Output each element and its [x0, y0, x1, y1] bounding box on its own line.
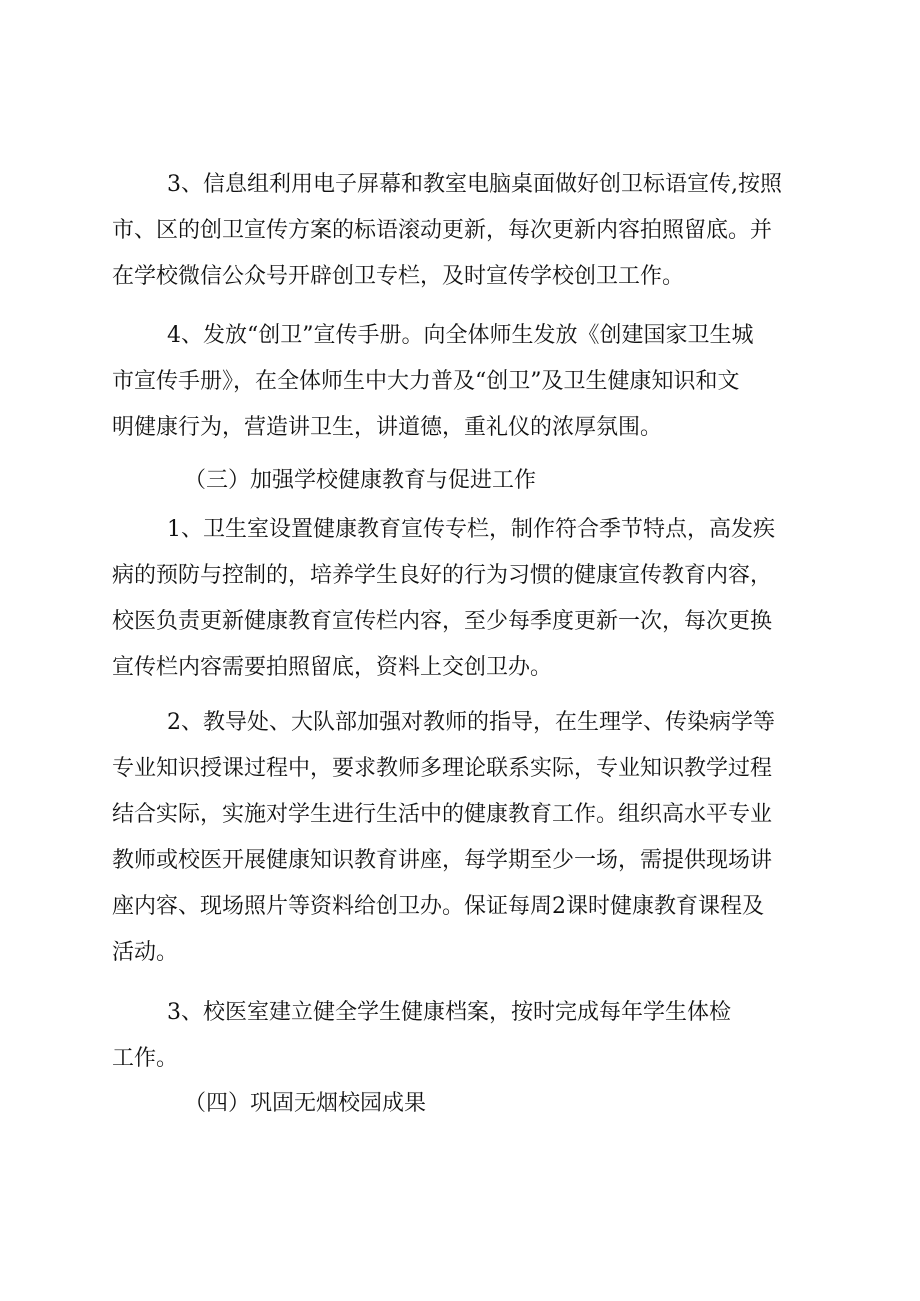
text-line: 2、教导处、大队部加强对教师的指导，在生理学、传染病学等 [167, 710, 775, 735]
text-line: 活动。 [112, 940, 179, 965]
text-line: 明健康行为，营造讲卫生，讲道德，重礼仪的浓厚氛围。 [112, 415, 663, 440]
text-line: 3、校医室建立健全学生健康档案，按时完成每年学生体检 [167, 1000, 731, 1025]
text-line: 专业知识授课过程中，要求教师多理论联系实际，专业知识教学过程 [112, 756, 773, 781]
heading-line: （四）巩固无烟校园成果 [184, 1091, 427, 1116]
text-line: 教师或校医开展健康知识教育讲座，每学期至少一场，需提供现场讲 [112, 848, 773, 873]
paragraph-health-bulletin [112, 507, 812, 691]
section-heading-smoke-free-campus [112, 1081, 812, 1127]
text-line: 在学校微信公众号开辟创卫专栏，及时宣传学校创卫工作。 [112, 264, 685, 289]
paragraph-health-records [112, 990, 812, 1082]
text-line: 校医负责更新健康教育宣传栏内容，至少每季度更新一次，每次更换 [112, 609, 773, 634]
paragraph-teacher-guidance [112, 700, 812, 976]
heading-line: （三）加强学校健康教育与促进工作 [184, 468, 537, 493]
text-line: 4、发放“创卫”宣传手册。向全体师生发放《创建国家卫生城 [167, 323, 754, 348]
text-line: 工作。 [112, 1046, 179, 1071]
text-line: 病的预防与控制的，培养学生良好的行为习惯的健康宣传教育内容， [112, 563, 773, 588]
text-line: 结合实际，实施对学生进行生活中的健康教育工作。组织高水平专业 [112, 802, 773, 827]
text-line: 市宣传手册》，在全体师生中大力普及“创卫”及卫生健康知识和文 [112, 369, 740, 394]
text-line: 1、卫生室设置健康教育宣传专栏，制作符合季节特点，高发疾 [167, 517, 775, 542]
section-heading-health-education [112, 458, 812, 504]
paragraph-handbook-distribution [112, 313, 812, 451]
paragraph-info-group-slogans [112, 162, 812, 300]
text-line: 市、区的创卫宣传方案的标语滚动更新，每次更新内容拍照留底。并 [112, 218, 773, 243]
text-line: 3、信息组利用电子屏幕和教室电脑桌面做好创卫标语宣传,按照 [167, 172, 782, 197]
text-line: 宣传栏内容需要拍照留底，资料上交创卫办。 [112, 655, 553, 680]
text-line: 座内容、现场照片等资料给创卫办。保证每周2课时健康教育课程及 [112, 894, 764, 919]
